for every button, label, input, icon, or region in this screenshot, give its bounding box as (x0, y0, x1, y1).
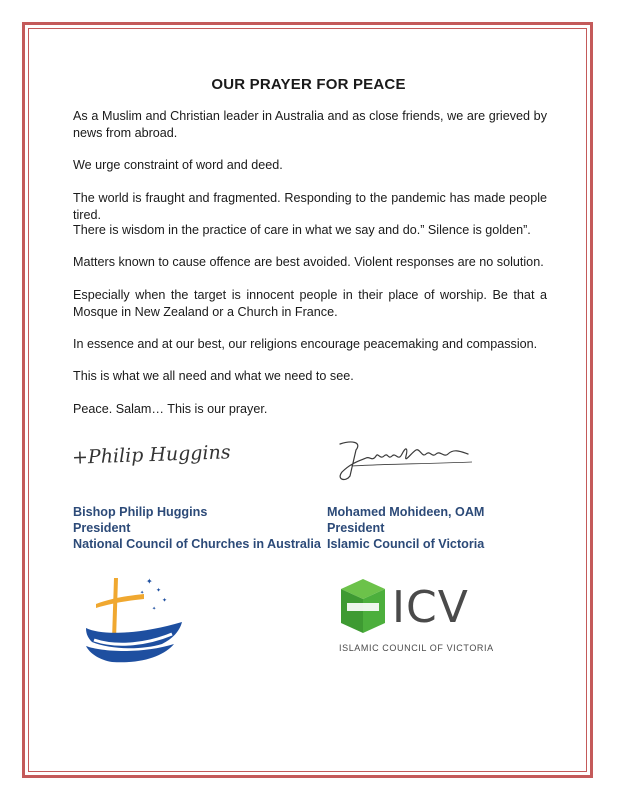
signatory-left-role: President (73, 521, 131, 535)
svg-text:✦: ✦ (152, 606, 157, 612)
paragraph-4: There is wisdom in the practice of care in what we say and do.” Silence is golden”. (73, 223, 531, 237)
svg-text:✦: ✦ (146, 577, 153, 586)
paragraph-9: Peace. Salam… This is our prayer. (73, 402, 268, 416)
signatory-right-name: Mohamed Mohideen, OAM (327, 505, 485, 519)
paragraph-8: This is what we all need and what we need to see. (73, 369, 354, 383)
ncca-logo-icon (82, 570, 192, 670)
icv-cube-icon (339, 577, 387, 635)
paragraph-3: The world is fraught and fragmented. Responding to the pandemic has made people tired. (73, 191, 547, 222)
signatory-left (73, 504, 321, 552)
icv-full-name: ISLAMIC COUNCIL OF VICTORIA (339, 643, 494, 653)
svg-text:✦: ✦ (162, 597, 168, 604)
signatory-left-name: Bishop Philip Huggins (73, 505, 208, 519)
signatory-left-org: National Council of Churches in Australia (73, 537, 321, 551)
page-title: OUR PRAYER FOR PEACE (211, 76, 406, 93)
paragraph-2: We urge constraint of word and deed. (73, 158, 283, 172)
signature-philip-huggins: +Philip Huggins (71, 441, 231, 469)
paragraph-1: As a Muslim and Christian leader in Australia and as close friends, we are grieved by news from abroad. (73, 109, 547, 140)
icv-abbreviation: ICV (392, 582, 469, 633)
signatory-right (327, 504, 484, 552)
paragraph-6: Especially when the target is innocent people in their place of worship. Be that a Mosque in New Zealand or a Church in France. (73, 288, 547, 319)
paragraph-7: In essence and at our best, our religions encourage peacemaking and compassion. (73, 337, 538, 351)
svg-text:✦: ✦ (156, 587, 162, 594)
signatory-right-role: President (327, 521, 385, 535)
signatory-right-org: Islamic Council of Victoria (327, 537, 485, 551)
signature-mohamed-mohideen (322, 436, 482, 484)
paragraph-5: Matters known to cause offence are best avoided. Violent responses are no solution. (73, 255, 544, 269)
svg-text:✦: ✦ (140, 590, 145, 596)
